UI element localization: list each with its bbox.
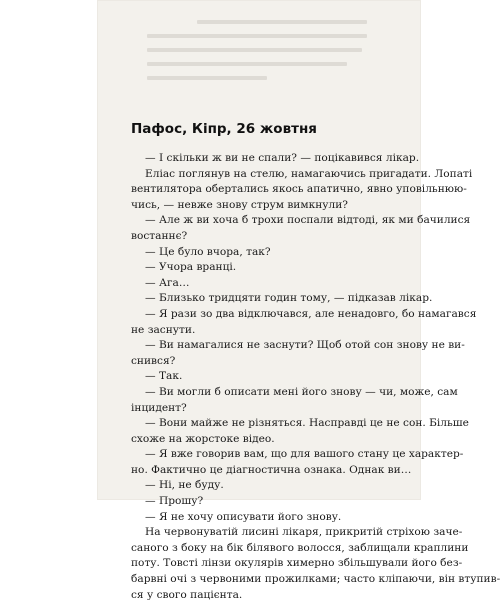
- text-line: снився?: [131, 354, 176, 367]
- text-line: — Я не хочу описувати його знову.: [145, 510, 342, 523]
- text-line: — Але ж ви хоча б трохи поспали відтоді, як ми бачилися: [145, 214, 471, 227]
- text-line: ся у свого пацієнта.: [131, 588, 243, 601]
- text-line: востаннє?: [131, 229, 188, 242]
- text-line: не заснути.: [131, 323, 196, 336]
- text-line: Еліас поглянув на стелю, намагаючись пригадати. Лопаті: [145, 167, 473, 180]
- text-line: — Я рази зо два відключався, але ненадовго, бо намагався: [145, 307, 477, 320]
- text-line: чись, — невже знову струм вимкнули?: [131, 198, 348, 211]
- text-line: вентилятора обертались якось апатично, явно уповільнюю-: [131, 183, 467, 196]
- book-page: [97, 0, 500, 601]
- bleed-through-text: [137, 0, 377, 90]
- chapter-heading: Пафос, Кіпр, 26 жовтня: [131, 121, 317, 137]
- text-line: — Це було вчора, так?: [145, 245, 271, 258]
- text-line: но. Фактично це діагностична ознака. Однак ви…: [131, 463, 412, 476]
- text-line: — Ні, не буду.: [145, 479, 224, 492]
- text-line: — Ви намагалися не заснути? Щоб отой сон знову не ви-: [145, 339, 465, 352]
- text-line: — Ви могли б описати мені його знову — чи, може, сам: [145, 385, 458, 398]
- text-line: барвні очі з червоними прожилками; часто кліпаючи, він втупив-: [131, 573, 500, 586]
- text-line: саного з боку на бік білявого волосся, заблищали краплини: [131, 541, 469, 554]
- text-line: На червонуватій лисині лікаря, прикритій стріхою заче-: [145, 526, 463, 539]
- text-line: — Учора вранці.: [145, 261, 237, 274]
- text-line: — І скільки ж ви не спали? — поцікавився лікар.: [145, 152, 420, 164]
- text-line: інцидент?: [131, 401, 187, 414]
- text-line: — Близько тридцяти годин тому, — підказав лікар.: [145, 292, 433, 305]
- text-line: — Прошу?: [145, 495, 204, 508]
- text-line: схоже на жорстоке відео.: [131, 432, 275, 445]
- text-line: — Ага…: [145, 276, 190, 289]
- text-line: — Так.: [145, 370, 183, 383]
- text-line: — Я вже говорив вам, що для вашого стану це характер-: [145, 448, 464, 461]
- body-text: [131, 151, 500, 603]
- text-line: поту. Товсті лінзи окулярів химерно збільшували його без-: [131, 557, 463, 570]
- text-line: — Вони майже не різняться. Насправді це не сон. Більше: [145, 417, 469, 430]
